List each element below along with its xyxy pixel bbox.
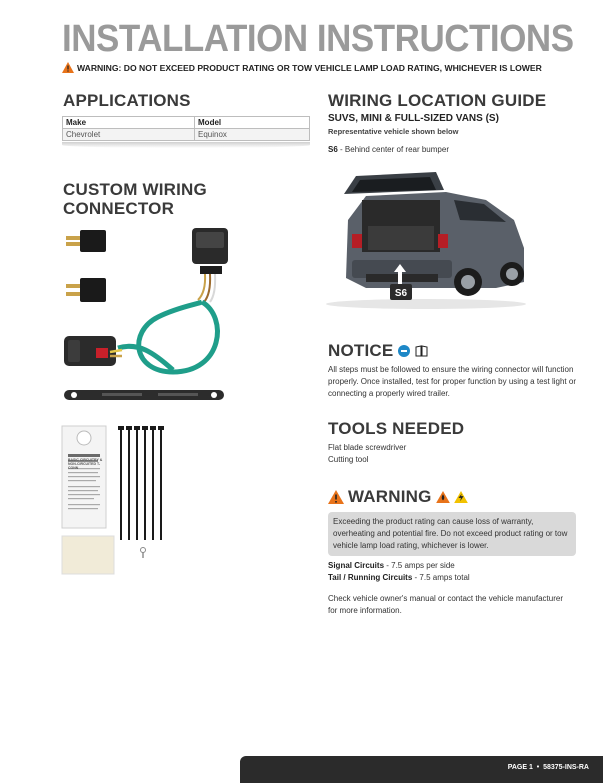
small-connector-middle [66, 278, 106, 302]
cell-model: Equinox [195, 129, 310, 141]
tail-circuits-value: - 7.5 amps total [414, 572, 470, 582]
page-number: PAGE 1 [507, 764, 533, 771]
signal-circuits-value: - 7.5 amps per side [386, 561, 455, 570]
kit-contents-image [60, 424, 180, 576]
electrical-hazard-icon [454, 491, 468, 503]
warning-triangle-icon [62, 62, 74, 73]
table-shadow [62, 142, 310, 148]
page-title: INSTALLATION INSTRUCTIONS [62, 18, 574, 60]
check-manual-text: Check vehicle owner's manual or contact the vehicle manufacturer for more information. [328, 594, 563, 615]
tool-item: Flat blade screwdriver [328, 443, 407, 452]
representative-note: Representative vehicle shown below [328, 127, 459, 136]
tool-item: Cutting tool [328, 455, 369, 465]
tools-heading: TOOLS NEEDED [328, 419, 465, 438]
signal-circuits-label: Signal Circuits [328, 561, 385, 570]
applications-table [62, 116, 310, 141]
tools-list [328, 442, 406, 466]
fire-hazard-icon [436, 491, 450, 503]
manual-book-icon [415, 345, 428, 357]
circuit-ratings [328, 560, 470, 583]
location-marker: S6 [394, 288, 408, 299]
vehicle-image [326, 170, 532, 310]
warning-triangle-icon [328, 490, 344, 504]
wiring-connector-image [58, 222, 258, 412]
rating-warning [62, 62, 542, 73]
mounting-bracket [64, 390, 224, 400]
vehicle-connector [192, 228, 228, 274]
instruction-card [62, 426, 106, 528]
document-id: 58375-INS-RA [543, 764, 589, 771]
table-row [63, 129, 310, 141]
location-text: - Behind center of rear bumper [340, 145, 449, 154]
warning-box: Exceeding the product rating can cause loss of warranty, overheating and potential fire. Do not exceed product rating or tow vehicle lamp load rating, whichever is lower. [328, 512, 576, 556]
small-connector-top [66, 230, 106, 252]
location-description [328, 145, 449, 154]
location-code: S6 [328, 145, 338, 154]
column-header-model: Model [195, 117, 310, 129]
applications-heading: APPLICATIONS [63, 91, 191, 110]
zip-ties [118, 426, 164, 540]
vehicle-type-subheading: SUVS, MINI & FULL-SIZED VANS (S) [328, 113, 499, 124]
notice-info-icon [398, 345, 410, 357]
signal-circuits-row [328, 560, 470, 572]
tail-circuits-label: Tail / Running Circuits [328, 572, 413, 582]
footer-bar [240, 756, 603, 783]
trailer-connector [64, 336, 122, 366]
warning-heading: WARNING [348, 487, 432, 506]
kit-card-title: BASIC CIRCUITRY & NON-CIRCUITED T-CONN [68, 458, 103, 470]
notice-heading-row [328, 341, 428, 361]
screw [141, 548, 146, 559]
wiring-location-heading: WIRING LOCATION GUIDE [328, 91, 547, 110]
tail-circuits-row [328, 572, 470, 584]
column-header-make: Make [63, 117, 195, 129]
notice-text: All steps must be followed to ensure the wiring connector will function properly. Once installed, test for proper function by using a test light or connecting a properly wired trailer. [328, 365, 576, 399]
cell-make: Chevrolet [63, 129, 195, 141]
warning-heading-row [328, 487, 468, 507]
notice-heading: NOTICE [328, 341, 394, 360]
footer-page-info: PAGE 1 • 58375-INS-RA [507, 764, 589, 771]
rating-warning-text: WARNING: DO NOT EXCEED PRODUCT RATING OR TOW VEHICLE LAMP LOAD RATING, WHICHEVER IS LOWER [77, 62, 542, 73]
custom-wiring-heading: CUSTOM WIRING CONNECTOR [63, 180, 207, 218]
dielectric-grease-packet [62, 536, 114, 574]
